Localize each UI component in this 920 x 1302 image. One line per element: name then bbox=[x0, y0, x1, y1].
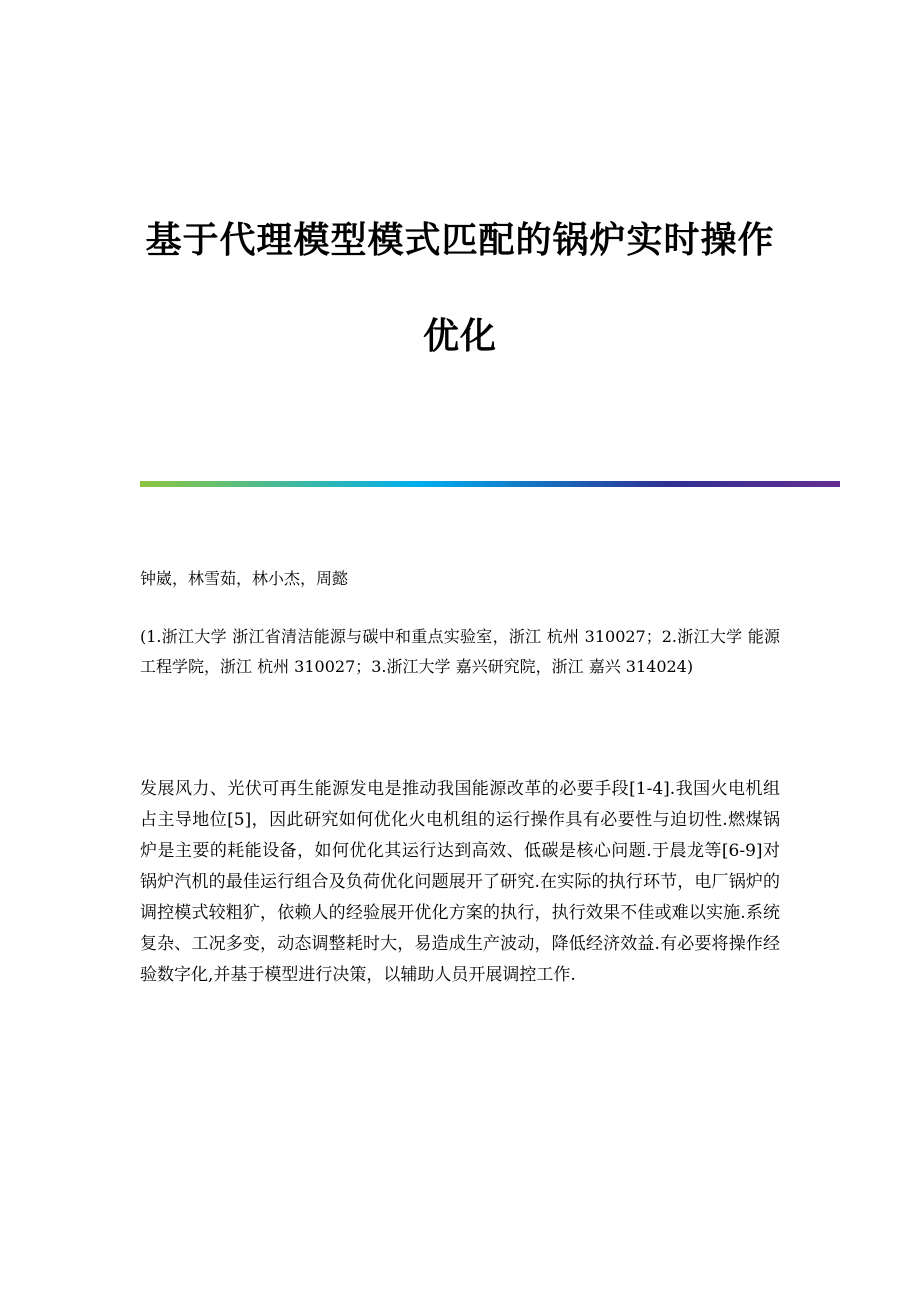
abstract-paragraph: 发展风力、光伏可再生能源发电是推动我国能源改革的必要手段[1-4].我国火电机组占主导地位[5]，因此研究如何优化火电机组的运行操作具有必要性与迫切性.燃煤锅炉是主要的耗能设备，如何优化其运行达到高效、低碳是核心问题.于晨龙等[6-9]对锅炉汽机的最佳运行组合及负荷优化问题展开了研究.在实际的执行环节，电厂锅炉的调控模式较粗犷，依赖人的经验展开优化方案的执行，执行效果不佳或难以实施.系统复杂、工况多变，动态调整耗时大，易造成生产波动，降低经济效益.有必要将操作经验数字化,并基于模型进行决策，以辅助人员开展调控工作. bbox=[140, 779, 780, 985]
document-title-line-2: 优化 bbox=[422, 315, 497, 357]
document-title-line-1: 基于代理模型模式匹配的锅炉实时操作 bbox=[145, 219, 775, 261]
author-list: 钟崴，林雪茹，林小杰，周懿 bbox=[140, 569, 349, 588]
title-divider bbox=[140, 481, 840, 487]
affiliations: (1.浙江大学 浙江省清洁能源与碳中和重点实验室，浙江 杭州 310027；2.浙江大学 能源工程学院，浙江 杭州 310027；3.浙江大学 嘉兴研究院，浙江 嘉兴 314024) bbox=[140, 627, 780, 676]
